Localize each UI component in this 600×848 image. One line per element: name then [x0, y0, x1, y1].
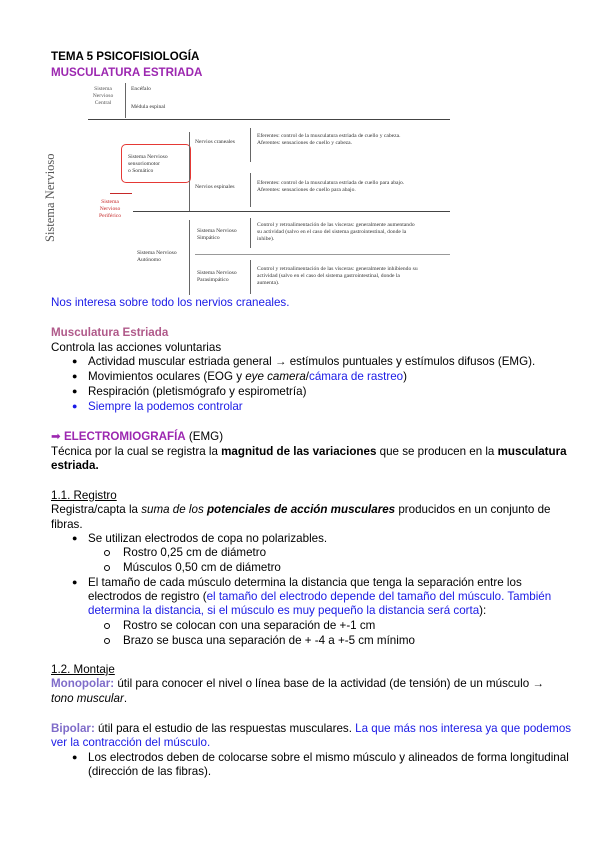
encefalo-label: Encéfalo [131, 86, 151, 92]
diagram-vertical-label: Sistema Nervioso [43, 153, 57, 242]
list-item-cont: determina la distancia, si el músculo es muy pequeño la distancia será corta): [88, 604, 487, 617]
medula-label: Médula espinal [131, 104, 166, 110]
parasimpatico-label: Sistema Nervioso Parasimpático [197, 270, 237, 283]
snc-label: Sistema Nervioso Central [92, 86, 114, 106]
bipolar-line: Bipolar: útil para el estudio de las respuestas musculares. La que más nos interesa ya que podemos [51, 722, 572, 735]
craneales-desc: Eferentes: control de la musculatura estriada de cuello y cabeza. Aferentes: sensaciones de cuello y cabeza. [257, 133, 401, 146]
sub-list-item: Músculos 0,50 cm de diámetro [123, 561, 281, 574]
monopolar-line: Monopolar: útil para conocer el nivel o línea base de la actividad (de tensión) de un músculo → [51, 677, 544, 690]
arrow-icon: ➡ [51, 430, 61, 443]
intro-note: Nos interesa sobre todo los nervios craneales. [51, 296, 290, 309]
emg-definition-end: estriada. [51, 459, 99, 472]
registro-line: Registra/capta la suma de los potenciales de acción musculares producidos en un conjunto de [51, 503, 551, 516]
simpatico-desc: Control y retroalimentación de las vísceras: generalmente aumentando su actividad (salvo en el caso del sistema gastrointestinal, donde la inhibe). [257, 222, 415, 242]
sub-list-item: Brazo se busca una separación de + -4 a +-5 cm mínimo [123, 634, 415, 647]
espinales-label: Nervios espinales [195, 184, 235, 190]
list-item: Movimientos oculares (EOG y eye camera/cámara de rastreo) [88, 370, 407, 383]
sna-label: Sistema Nervioso Autónomo [137, 250, 177, 263]
parasimpatico-desc: Control y retroalimentación de las vísceras: generalmente inhibiendo su actividad (salvo en el caso del sistema gastrointestinal, donde la aumenta). [257, 266, 418, 286]
sub-list-item: Rostro 0,25 cm de diámetro [123, 546, 267, 559]
section-line: Controla las acciones voluntarias [51, 341, 222, 354]
list-item: El tamaño de cada músculo determina la distancia que tenga la separación entre los [88, 576, 522, 589]
snp-label: Sistema Nervioso Periférico [98, 199, 122, 219]
bipolar-line-2: ver la contracción del músculo. [51, 736, 211, 749]
section-heading: Musculatura Estriada [51, 326, 169, 339]
espinales-desc: Eferentes: control de la musculatura estriada de cuello para abajo. Aferentes: sensaciones de cuello para abajo. [257, 180, 405, 193]
simpatico-label: Sistema Nervioso Simpático [197, 228, 237, 241]
sub-list-item: Rostro se colocan con una separación de +-1 cm [123, 619, 376, 632]
list-item-cont: (dirección de las fibras). [88, 765, 212, 778]
registro-line-2: fibras. [51, 518, 83, 531]
list-item: Respiración (pletismógrafo y espirometría) [88, 385, 307, 398]
list-item: Se utilizan electrodos de copa no polarizables. [88, 532, 328, 545]
emg-heading: ➡ ELECTROMIOGRAFÍA (EMG) [51, 430, 224, 443]
craneales-label: Nervios craneales [195, 139, 235, 145]
list-item: Siempre la podemos controlar [88, 400, 243, 413]
monopolar-line-2: tono muscular. [51, 692, 128, 705]
montaje-heading: 1.2. Montaje [51, 663, 115, 676]
registro-heading: 1.1. Registro [51, 489, 117, 502]
list-item-cont: electrodos de registro (el tamaño del electrodo depende del tamaño del músculo. También [88, 590, 552, 603]
page-title: TEMA 5 PSICOFISIOLOGÍA [51, 50, 200, 63]
nervous-system-diagram [43, 80, 450, 295]
page-subtitle: MUSCULATURA ESTRIADA [51, 66, 203, 79]
sns-box: Sistema Nervioso sensoriomotor o Somático [121, 144, 191, 183]
list-item: Actividad muscular estriada general → estímulos puntuales y estímulos difusos (EMG). [88, 355, 536, 368]
emg-definition: Técnica por la cual se registra la magnitud de las variaciones que se producen en la musculatura [51, 445, 567, 458]
list-item: Los electrodos deben de colocarse sobre el mismo músculo y alineados de forma longitudinal [88, 751, 569, 764]
